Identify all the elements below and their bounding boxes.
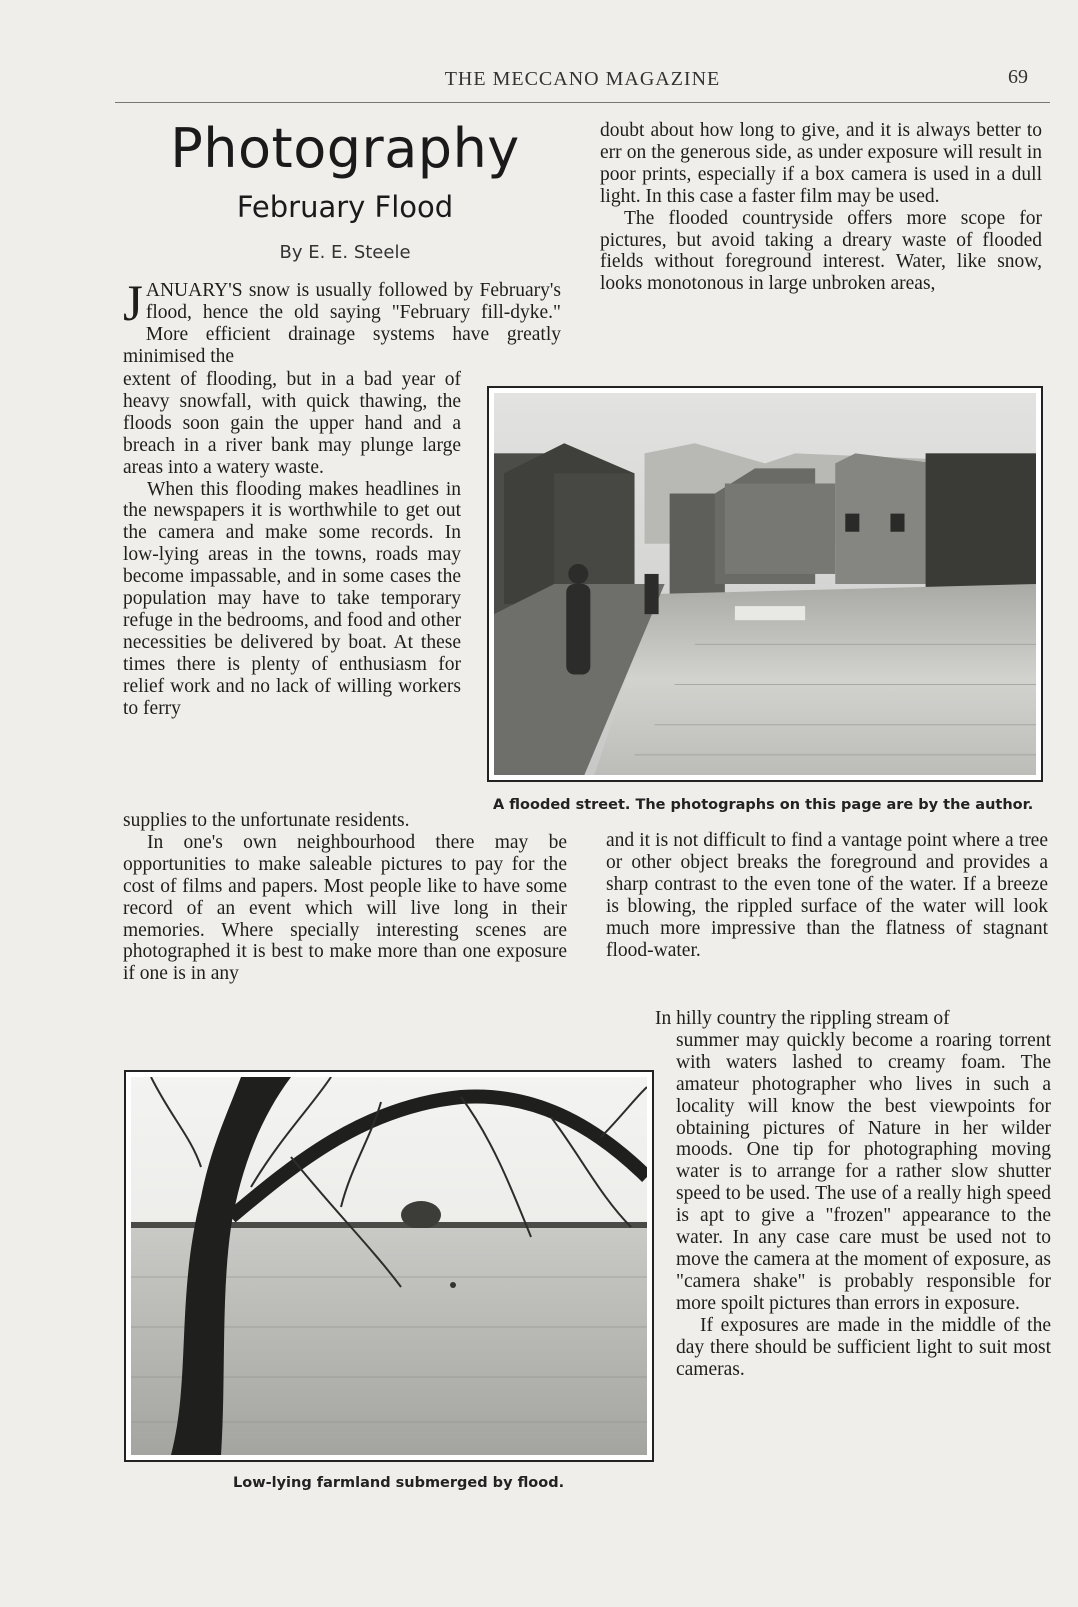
flooded-street-image (494, 393, 1036, 775)
paragraph-countryside: The flooded countryside offers more scope for pictures, but avoid taking a dreary waste of flooded fields without foreground interest. Water, like snow, looks monotonous in large unbroken areas, (600, 207, 1042, 295)
flooded-street-caption: A flooded street. The photographs on this page are by the author. (493, 797, 1034, 813)
paragraph-flooding-headlines: When this flooding makes headlines in the newspapers it is worthwhile to get out the camera and make some records. In low-lying areas in the towns, roads may become impassable, and in some cases the population may have to take temporary refuge in the bedrooms, and food and other necessities be delivered by boat. At these times there is plenty of enthusiasm for relief work and no lack of willing workers to ferry (123, 478, 461, 719)
flooded-street-photo (487, 386, 1043, 782)
article-byline: By E. E. Steele (279, 242, 411, 263)
running-title: THE MECCANO MAGAZINE (444, 68, 721, 90)
article-title: Photography (170, 117, 520, 180)
farmland-image (131, 1077, 647, 1455)
paragraph-opening-text: ANUARY'S snow is usually followed by February's flood, hence the old saying "February fill-dyke." More efficient drainage systems have greatly minimised the (123, 280, 561, 367)
paragraph-hilly-country-start: In hilly country the rippling stream of (655, 1008, 950, 1029)
paragraph-opening-continued: extent of flooding, but in a bad year of heavy snowfall, with quick thawing, the floods soon gain the upper hand and a breach in a river bank may plunge large areas into a watery waste. (123, 369, 461, 478)
article-title-block (120, 117, 570, 263)
left-column-wrap (123, 369, 461, 720)
right-column-wrap (676, 1030, 1051, 1381)
paragraph-midday: If exposures are made in the middle of the day there should be sufficient light to suit most cameras. (676, 1314, 1051, 1380)
paragraph-opening (123, 276, 561, 368)
paragraph-neighbourhood: In one's own neighbourhood there may be opportunities to make saleable pictures to pay for the cost of films and papers. Most people like to have some record of an event which will live long in their memories. Where specially interesting scenes are photographed it is best to make more than one exposure if one is in any (123, 831, 567, 985)
paragraph-flooding-continued: supplies to the unfortunate residents. (123, 810, 410, 831)
right-column-bottom (631, 1008, 1051, 1380)
page-header (115, 62, 1050, 103)
page-number: 69 (1008, 66, 1028, 88)
right-column-top (600, 120, 1042, 295)
left-column-top (123, 276, 561, 368)
paragraph-hilly-country: summer may quickly become a roaring torrent with waters lashed to creamy foam. The amateur photographer who lives in such a locality will know the best viewpoints for obtaining pictures of Nature in her wilder moods. One tip for photographing moving water is to arrange for a rather slow shutter speed to be used. The use of a really high speed is apt to give a "frozen" appearance to the water. In any case care must be used not to move the camera at the moment of exposure, as "camera shake" is probably responsible for more spoilt pictures than errors in exposure. (676, 1029, 1051, 1314)
left-column-bottom (123, 810, 567, 985)
dropcap: J (123, 276, 143, 332)
farmland-photo (124, 1070, 654, 1462)
paragraph-countryside-continued: and it is not difficult to find a vantage point where a tree or other object breaks the foreground and provides a sharp contrast to the even tone of the water. If a breeze is blowing, the rippled surface of the water will look much more impressive than the flatness of stagnant flood-water. (606, 830, 1048, 961)
right-column-middle (606, 830, 1048, 961)
farmland-caption: Low-lying farmland submerged by flood. (233, 1475, 565, 1491)
article-subtitle: February Flood (236, 190, 454, 224)
paragraph-neighbourhood-continued: doubt about how long to give, and it is always better to err on the generous side, as under exposure will result in poor prints, especially if a box camera is used in a dull light. In this case a faster film may be used. (600, 120, 1042, 207)
